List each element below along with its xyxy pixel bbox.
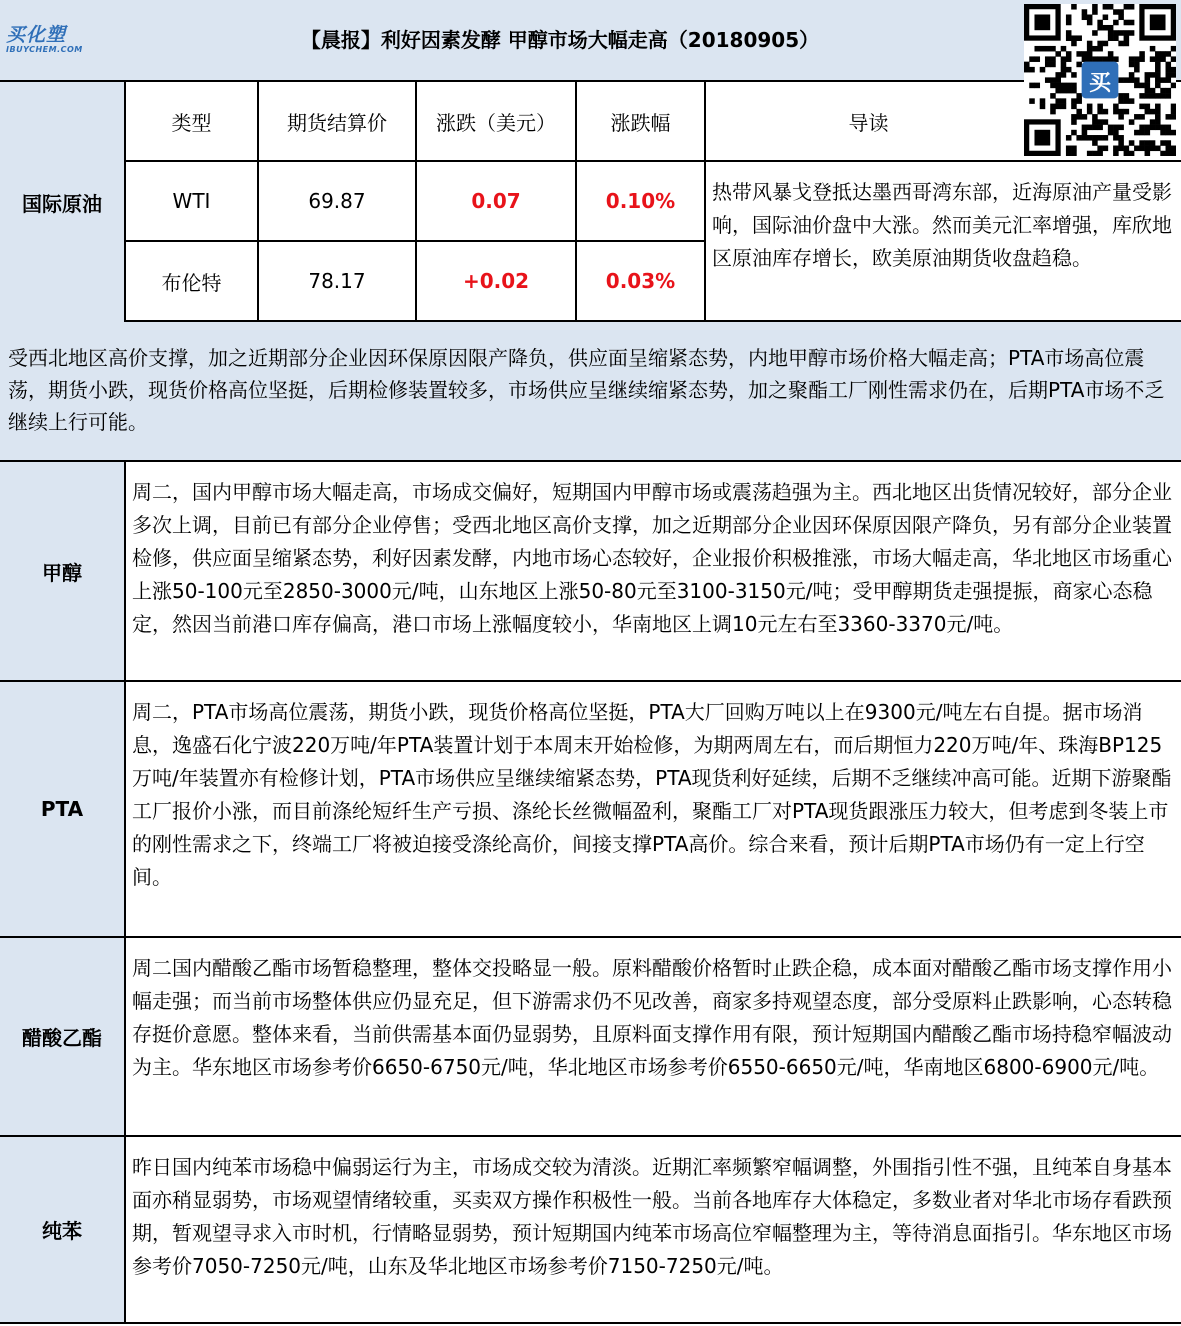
product-label: 纯苯 xyxy=(0,1137,126,1322)
product-commentary: 周二，国内甲醇市场大幅走高，市场成交偏好，短期国内甲醇市场或震荡趋强为主。西北地区出货情况较好，部分企业多次上调，目前已有部分企业停售；受西北地区高价支撑，加之近期部分企业因环保原因限产降负，另有部分企业装置检修，供应面呈缩紧态势，利好因素发酵，内地市场心态较好，企业报价积极推涨，市场大幅走高，华北地区市场重心上涨50-100元至2850-3000元/吨，山东地区上涨50-80元至3100-3150元/吨；受甲醇期货走强提振，商家心态稳定，然因当前港口库存偏高，港口市场上涨幅度较小，华南地区上调10元左右至3360-3370元/吨。 xyxy=(132,480,1172,636)
product-commentary: 周二，PTA市场高位震荡，期货小跌，现货价格高位坚挺，PTA大厂回购万吨以上在9300元/吨左右自提。据市场消息，逸盛石化宁波220万吨/年PTA装置计划于本周末开始检修，为期两周左右，而后期恒力220万吨/年、珠海BP125万吨/年装置亦有检修计划，PTA市场供应呈继续缩紧态势，PTA现货利好延续，后期不乏继续冲高可能。近期下游聚酯工厂报价小涨，而目前涤纶短纤生产亏损、涤纶长丝微幅盈利，聚酯工厂对PTA现货跟涨压力较大，但考虑到冬装上市的刚性需求之下，终端工厂将被迫接受涤纶高价，间接支撑PTA高价。综合来看，预计后期PTA市场仍有一定上行空间。 xyxy=(132,700,1172,889)
column-header-type: 类型 xyxy=(126,82,259,162)
qr-center-glyph: 买 xyxy=(1088,70,1112,96)
product-commentary: 昨日国内纯苯市场稳中偏弱运行为主，市场成交较为清淡。近期汇率频繁窄幅调整，外围指引性不强，且纯苯自身基本面亦稍显弱势，市场观望情绪较重，买卖双方操作积极性一般。当前各地库存大体稳定，多数业者对华北市场存看跌预期，暂观望寻求入市时机，行情略显弱势，预计短期国内纯苯市场高位窄幅整理为主，等待消息面指引。华东地区市场参考价7050-7250元/吨，山东及华北地区市场参考价7150-7250元/吨。 xyxy=(132,1155,1172,1278)
oil-change-cell: +0.02 xyxy=(417,242,577,322)
oil-pct-cell: 0.03% xyxy=(577,242,706,322)
oil-type-cell: 布伦特 xyxy=(126,242,259,322)
product-label: 甲醇 xyxy=(0,462,126,680)
column-header-pct: 涨跌幅 xyxy=(577,82,706,162)
column-header-guide: 导读 xyxy=(706,82,1181,162)
oil-pct-cell: 0.10% xyxy=(577,162,706,242)
product-row-pta xyxy=(0,682,1181,938)
oil-price-cell: 78.17 xyxy=(259,242,417,322)
product-row-methanol xyxy=(0,462,1181,682)
product-label: 醋酸乙酯 xyxy=(0,938,126,1135)
oil-guide-text: 热带风暴戈登抵达墨西哥湾东部，近海原油产量受影响，国际油价盘中大涨。然而美元汇率增强，库欣地区原油库存增长，欧美原油期货收盘趋稳。 xyxy=(706,162,1181,322)
market-summary: 受西北地区高价支撑，加之近期部分企业因环保原因限产降负，供应面呈缩紧态势，内地甲醇市场价格大幅走高；PTA市场高位震荡，期货小跌，现货价格高位坚挺，后期检修装置较多，市场供应呈继续缩紧态势，加之聚酯工厂刚性需求仍在，后期PTA市场不乏继续上行可能。 xyxy=(0,322,1181,462)
product-row-ethyl-acetate xyxy=(0,938,1181,1137)
product-label: PTA xyxy=(0,682,126,936)
oil-change-cell: 0.07 xyxy=(417,162,577,242)
brand-logo[interactable] xyxy=(6,20,106,60)
oil-price-cell: 69.87 xyxy=(259,162,417,242)
product-row-benzene xyxy=(0,1137,1181,1324)
report-title: 【晨报】利好因素发酵 甲醇市场大幅走高（20180905） xyxy=(300,28,820,52)
crude-oil-table xyxy=(126,82,1181,322)
oil-type-cell: WTI xyxy=(126,162,259,242)
column-header-price: 期货结算价 xyxy=(259,82,417,162)
column-header-change: 涨跌（美元） xyxy=(417,82,577,162)
crude-oil-label: 国际原油 xyxy=(0,82,126,322)
product-commentary: 周二国内醋酸乙酯市场暂稳整理，整体交投略显一般。原料醋酸价格暂时止跌企稳，成本面对醋酸乙酯市场支撑作用小幅走强；而当前市场整体供应仍显充足，但下游需求仍不见改善，商家多持观望态度，部分受原料止跌影响，心态转稳存挺价意愿。整体来看，当前供需基本面仍显弱势，且原料面支撑作用有限，预计短期国内醋酸乙酯市场持稳窄幅波动为主。华东地区市场参考价6650-6750元/吨，华北地区市场参考价6550-6650元/吨，华南地区6800-6900元/吨。 xyxy=(132,956,1172,1079)
logo-text-cn: 买化塑 xyxy=(6,24,67,46)
crude-oil-section xyxy=(0,82,1181,322)
report-header xyxy=(0,0,1181,96)
logo-text-en: IBUYCHEM.COM xyxy=(6,45,83,54)
